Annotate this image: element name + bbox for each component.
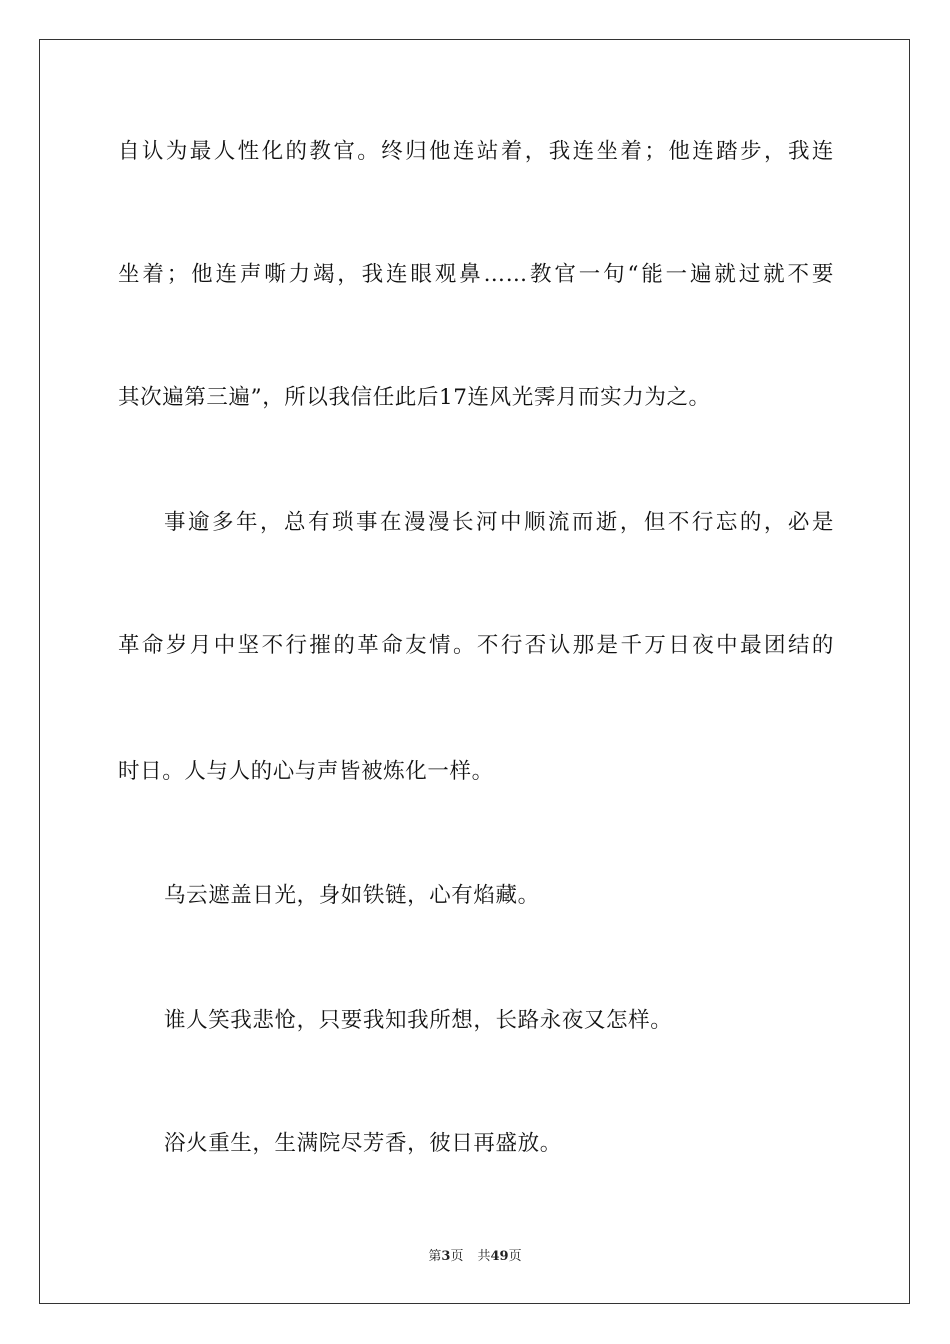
- body-line-2: 坐着；他连声嘶力竭，我连眼观鼻……教官一句“能一遍就过就不要: [118, 262, 834, 287]
- page-footer: [0, 1248, 950, 1266]
- current-page-number: 3: [441, 1249, 451, 1264]
- total-label-prefix: 共: [477, 1249, 491, 1264]
- body-line-3: 其次遍第三遍”，所以我信任此后17连风光霁月而实力为之。: [118, 385, 711, 410]
- total-label-suffix: 页: [508, 1249, 522, 1264]
- paragraph-start-line: 事逾多年，总有琐事在漫漫长河中顺流而逝，但不行忘的，必是: [164, 510, 834, 535]
- body-line-5: 革命岁月中坚不行摧的革命友情。不行否认那是千万日夜中最团结的: [118, 633, 834, 658]
- page-label-suffix: 页: [450, 1249, 464, 1264]
- verse-line-3: 浴火重生，生满院尽芳香，彼日再盛放。: [164, 1131, 562, 1156]
- page-label-prefix: 第: [428, 1249, 442, 1264]
- verse-line-2: 谁人笑我悲怆，只要我知我所想，长路永夜又怎样。: [164, 1008, 673, 1033]
- page-border: [39, 39, 910, 1304]
- body-line-1: 自认为最人性化的教官。终归他连站着，我连坐着；他连踏步，我连: [118, 139, 834, 164]
- total-pages-number: 49: [490, 1249, 509, 1264]
- body-line-6: 时日。人与人的心与声皆被炼化一样。: [118, 759, 494, 784]
- verse-line-1: 乌云遮盖日光，身如铁链，心有焰藏。: [164, 883, 540, 908]
